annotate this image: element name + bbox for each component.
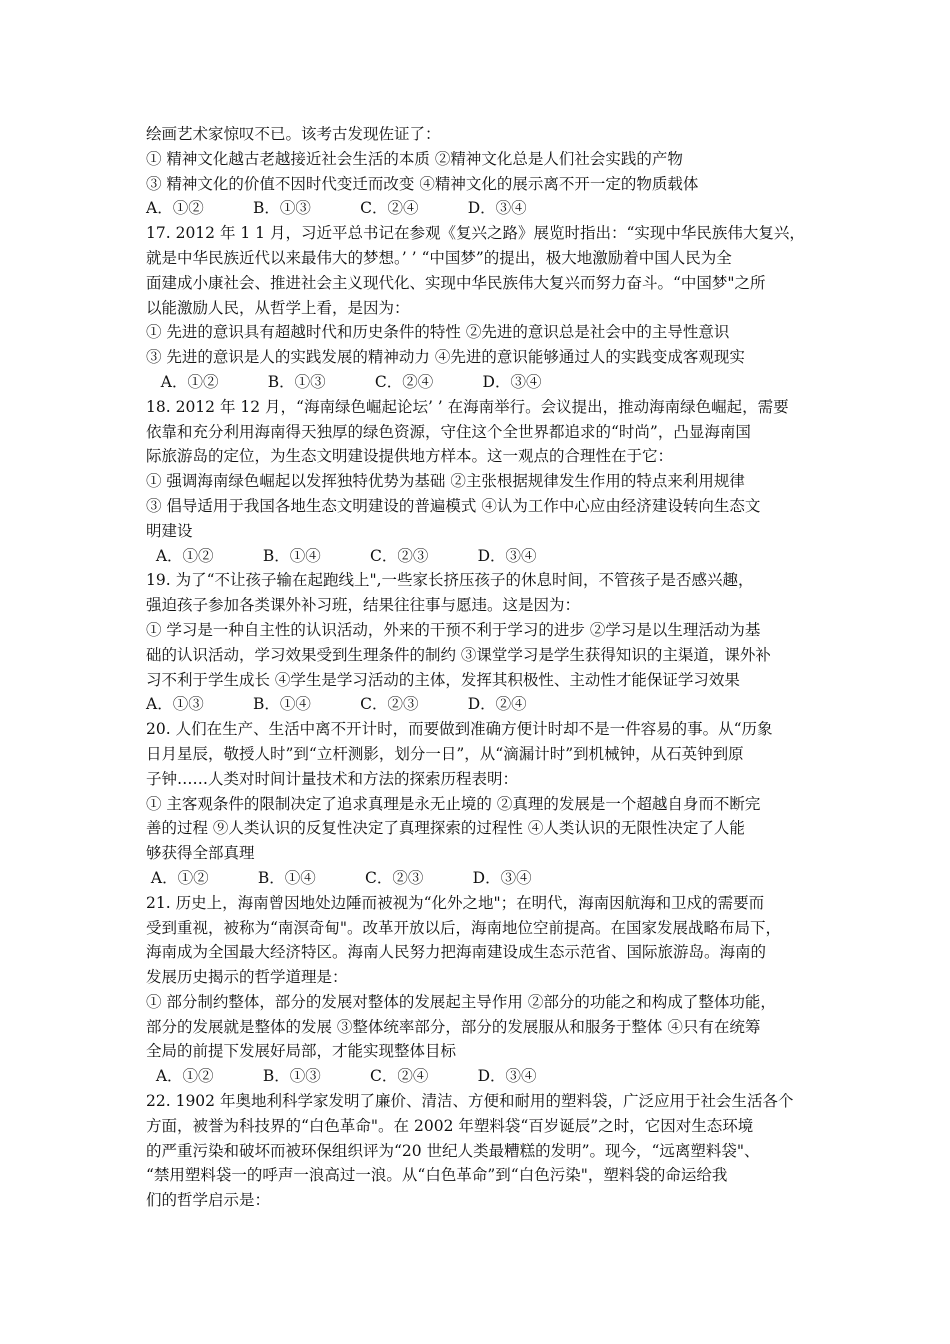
text-line: 发展历史揭示的哲学道理是： [146,968,348,987]
text-line: 的严重污染和破坏而被环保组织评为“20 世纪人类最糟糕的发明”。现今，“远离塑料袋"、 [146,1141,760,1160]
text-line: 19. 为了“不让孩子输在起跑线上",一些家长挤压孩子的休息时间，不管孩子是否感兴趣， [146,571,754,590]
text-line: ① 学习是一种自主性的认识活动，外来的干预不利于学习的进步 ②学习是以生理活动为基 [146,620,761,639]
text-line: 子钟……人类对时间计量技术和方法的探索历程表明： [146,769,519,788]
text-line: 海南成为全国最大经济特区。海南人民努力把海南建设成生态示范省、国际旅游岛。海南的 [146,943,767,962]
text-line: 强迫孩子参加各类课外补习班，结果往往事与愿违。这是因为： [146,596,581,615]
text-line: 21. 历史上，海南曾因地处边陲而被视为“化外之地"；在明代，海南因航海和卫戍的需要而 [146,893,765,912]
answer-options-line: A．①② B．①③ C．②④ D．③④ [146,199,527,218]
answer-options-line: A．①② B．①③ C．②④ D．③④ [146,372,542,391]
text-line: 够获得全部真理 [146,844,255,863]
answer-options-line: A．①② B．①④ C．②③ D．③④ [146,546,537,565]
text-line: 就是中华民族近代以来最伟大的梦想。’ ’ “中国梦”的提出，极大地激励着中国人民为全 [146,248,732,267]
text-line: 们的哲学启示是： [146,1191,271,1210]
text-line: 以能激励人民，从哲学上看，是因为： [146,298,410,317]
document-page [146,122,816,1213]
text-line: 部分的发展就是整体的发展 ③整体统率部分，部分的发展服从和服务于整体 ④只有在统筹 [146,1017,761,1036]
text-line: 础的认识活动，学习效果受到生理条件的制约 ③课堂学习是学生获得知识的主渠道，课外补 [146,645,771,664]
text-line: “禁用塑料袋一的呼声一浪高过一浪。从“白色革命”到“白色污染"，塑料袋的命运给我 [146,1166,728,1185]
text-line: 17. 2012 年 1 1 月，习近平总书记在参观《复兴之路》展览时指出：“实现中华民族伟大复兴， [146,224,805,243]
text-line: 依靠和充分利用海南得天独厚的绿色资源，守住这个全世界都追求的“时尚”，凸显海南国 [146,422,751,441]
text-line: 日月星辰，敬授人时”到“立杆测影，划分一日”，从“滴漏计时”到机械钟，从石英钟到原 [146,744,744,763]
answer-options-line: A．①③ B．①④ C．②③ D．②④ [146,695,527,714]
text-line: ① 精神文化越古老越接近社会生活的本质 ②精神文化总是人们社会实践的产物 [146,149,683,168]
answer-options-line: A．①② B．①③ C．②④ D．③④ [146,1067,537,1086]
text-line: 习不利于学生成长 ④学生是学习活动的主体，发挥其积极性、主动性才能保证学习效果 [146,670,740,689]
text-line: 22. 1902 年奥地利科学家发明了廉价、清洁、方便和耐用的塑料袋，广泛应用于社会生活各个 [146,1092,794,1111]
text-line: ① 强调海南绿色崛起以发挥独特优势为基础 ②主张根据规律发生作用的特点来利用规律 [146,472,745,491]
text-line: 全局的前提下发展好局部，才能实现整体目标 [146,1042,457,1061]
text-line: ① 部分制约整体，部分的发展对整体的发展起主导作用 ②部分的功能之和构成了整体功能， [146,992,776,1011]
text-line: 际旅游岛的定位，为生态文明建设提供地方样本。这一观点的合理性在于它： [146,447,674,466]
text-line: ① 主客观条件的限制决定了追求真理是永无止境的 ②真理的发展是一个超越自身而不断完 [146,794,761,813]
text-line: 明建设 [146,521,193,540]
text-line: ③ 精神文化的价值不因时代变迁而改变 ④精神文化的展示离不开一定的物质载体 [146,174,699,193]
text-line: 善的过程 ⑨人类认识的反复性决定了真理探索的过程性 ④人类认识的无限性决定了人能 [146,819,745,838]
text-line: ① 先进的意识具有超越时代和历史条件的特性 ②先进的意识总是社会中的主导性意识 [146,323,730,342]
text-line: 面建成小康社会、推进社会主义现代化、实现中华民族伟大复兴而努力奋斗。“中国梦"之所 [146,273,766,292]
answer-options-line: A．①② B．①④ C．②③ D．③④ [146,868,532,887]
text-line: ③ 先进的意识是人的实践发展的精神动力 ④先进的意识能够通过人的实践变成客观现实 [146,348,745,367]
text-line: 18. 2012 年 12 月，“海南绿色崛起论坛’ ’ 在海南举行。会议提出，推动海南绿色崛起，需要 [146,397,789,416]
text-line: 20. 人们在生产、生活中离不开计时，而要做到准确方便计时却不是一件容易的事。从“历象 [146,720,773,739]
text-line: ③ 倡导适用于我国各地生态文明建设的普遍模式 ④认为工作中心应由经济建设转向生态文 [146,496,761,515]
text-line: 绘画艺术家惊叹不已。该考古发现佐证了： [146,125,441,143]
text-line: 方面，被誉为科技界的“白色革命"。在 2002 年塑料袋“百岁诞辰”之时，它因对生态环境 [146,1116,754,1135]
text-line: 受到重视，被称为“南溟奇甸"。改革开放以后，海南地位空前提高。在国家发展战略布局下， [146,918,782,937]
